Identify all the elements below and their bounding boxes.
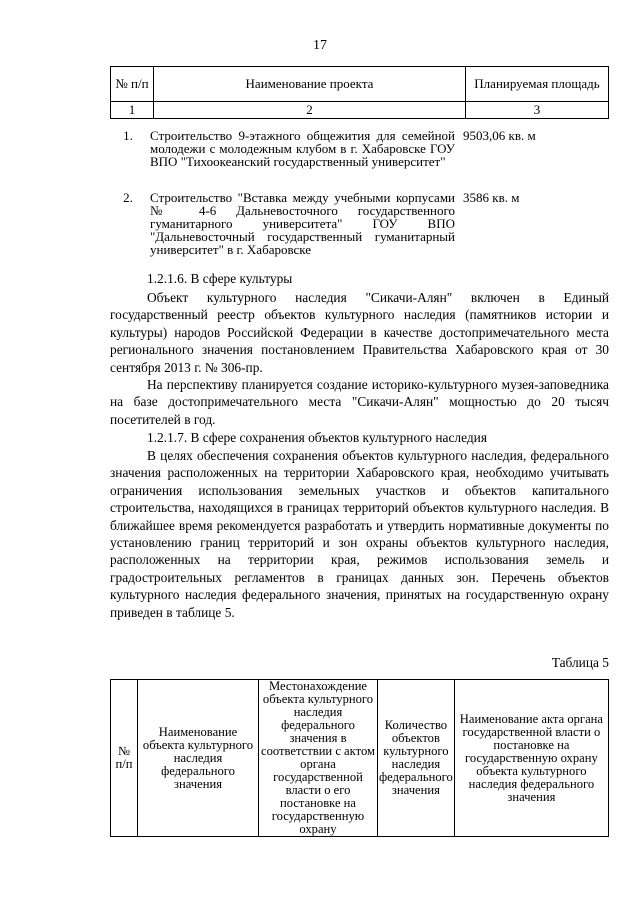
header-number: № п/п [111, 67, 154, 102]
table-header-row [111, 680, 609, 837]
header-object-name: Наименование объекта культурного наследия федерального значения [138, 680, 259, 837]
header-location: Местонахождение объекта культурного наследия федерального значения в соответствии с актом органа государственной власти о его постановке на государственную охрану [259, 680, 378, 837]
section-heading-culture: 1.2.1.6. В сфере культуры [147, 271, 293, 286]
projects-table [110, 66, 609, 119]
table-caption: Таблица 5 [551, 655, 609, 670]
culture-text [110, 289, 609, 428]
column-number-row [111, 102, 609, 119]
project-area: 3586 кв. м [463, 190, 520, 205]
heritage-text [110, 447, 609, 621]
header-count: Количество объектов культурного наследия федерального значения [378, 680, 455, 837]
paragraph: Объект культурного наследия "Сикачи-Алян" включен в Единый государственный реестр объектов культурного наследия (памятников истории и культуры) народов Российской Федерации в качестве достопримечательного места регионального значения постановлением Правительства Хабаровского края от 30 сентября 2013 г. № 306-пр. [110, 290, 609, 375]
column-number: 3 [466, 102, 609, 119]
header-number: № п/п [111, 680, 138, 837]
column-number: 1 [111, 102, 154, 119]
column-number: 2 [154, 102, 466, 119]
header-project-name: Наименование проекта [154, 67, 466, 102]
header-act-name: Наименование акта органа государственной власти о постановке на государственную охрану объекта культурного наследия федерального значения [454, 680, 608, 837]
paragraph: В целях обеспечения сохранения объектов культурного наследия, федерального значения расположенных на территории Хабаровского края, необходимо учитывать ограничения использования земельных участков и объектов капитального строительства, находящихся в границах территорий объектов культурного наследия. В ближайшее время рекомендуется разработать и утвердить нормативные документы по установлению границ территорий и зон охраны объектов культурного наследия, расположенных на территории края, режимов использования земель и градостроительных регламентов в границах данных зон. Перечень объектов культурного наследия федерального значения, принятых на государственную охрану приведен в таблице 5. [110, 448, 609, 620]
paragraph: На перспективу планируется создание историко-культурного музея-заповедника на базе достопримечательного места "Сикачи-Алян" мощностью до 20 тысяч посетителей в год. [110, 377, 609, 427]
row-number: 2. [123, 190, 133, 205]
table-header-row [111, 67, 609, 102]
project-area: 9503,06 кв. м [463, 128, 536, 143]
page-number: 17 [313, 38, 327, 53]
section-heading-heritage: 1.2.1.7. В сфере сохранения объектов культурного наследия [147, 430, 487, 445]
project-name: Строительство 9-этажного общежития для семейной молодежи с молодежным клубом в г. Хабаровске ГОУ ВПО "Тихоокеанский государственный университет" [150, 128, 455, 169]
heritage-table [110, 679, 609, 837]
row-number: 1. [123, 128, 133, 143]
header-planned-area: Планируемая площадь [466, 67, 609, 102]
project-name: Строительство "Вставка между учебными корпусами № 4-6 Дальневосточного государственного гуманитарного университета" ГОУ ВПО "Дальневосточный государственный гуманитарный университет" в г. Хабаровске [150, 190, 455, 257]
